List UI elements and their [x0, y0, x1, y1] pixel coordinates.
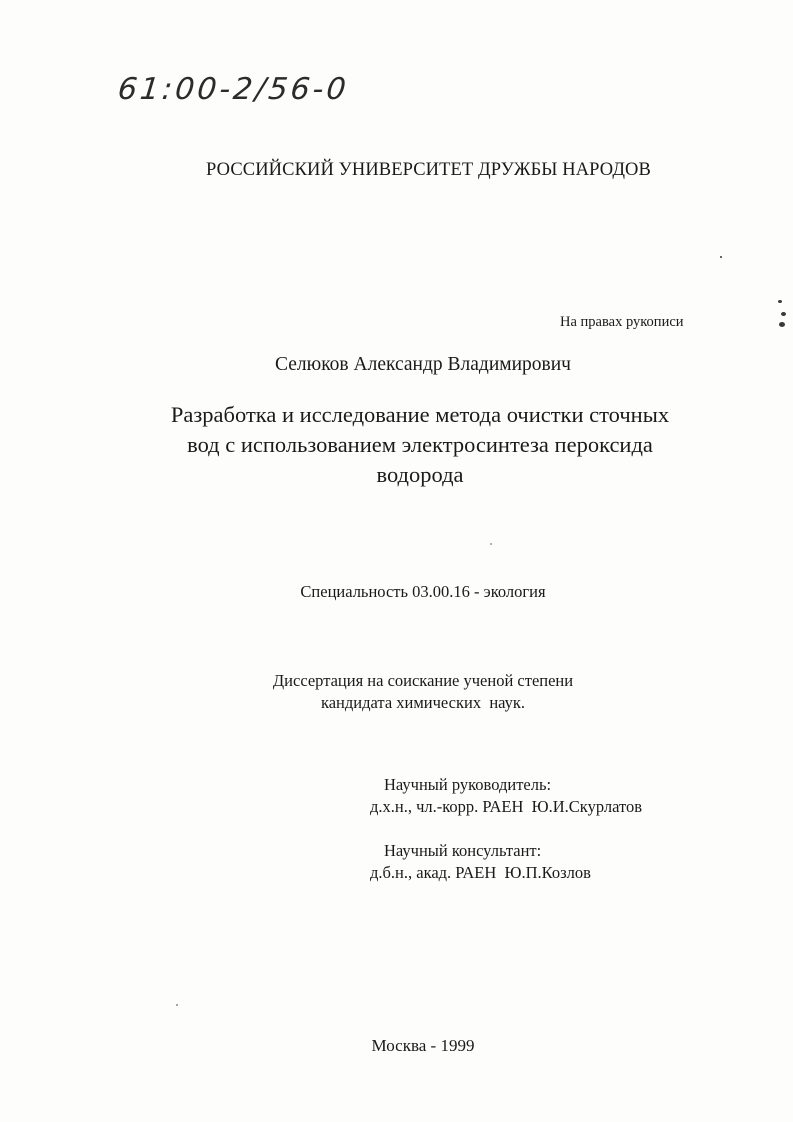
advisor-name: д.х.н., чл.-корр. РАЕН Ю.И.Скурлатов: [370, 797, 643, 816]
scan-speck: [176, 1004, 178, 1006]
handwritten-shelfmark: 61:00-2/56-0: [116, 72, 351, 107]
city-and-year: Москва - 1999: [371, 1036, 475, 1055]
scientific-advisor: [370, 774, 643, 818]
scan-speck: [720, 256, 722, 258]
author-name: Селюков Александр Владимирович: [275, 354, 571, 375]
scan-speck: [490, 543, 492, 545]
title-line-1: Разработка и исследование метода очистки сточных: [170, 402, 670, 427]
scientific-consultant: [370, 840, 591, 884]
consultant-name: д.б.н., акад. РАЕН Ю.П.Козлов: [370, 863, 591, 882]
degree-line-2: кандидата химических наук.: [320, 693, 526, 712]
title-line-3: водорода: [376, 462, 464, 487]
degree-line-1: Диссертация на соискание ученой степени: [272, 671, 574, 690]
scan-speck: [778, 300, 782, 303]
university-name: РОССИЙСКИЙ УНИВЕРСИТЕТ ДРУЖБЫ НАРОДОВ: [206, 160, 651, 180]
scan-speck: [781, 312, 786, 316]
title-line-2: вод с использованием электросинтеза пероксида: [187, 432, 653, 457]
degree-statement: [0, 670, 793, 714]
dissertation-title: [140, 400, 700, 490]
manuscript-rights-note: На правах рукописи: [560, 314, 684, 330]
advisor-label: Научный руководитель:: [384, 775, 552, 794]
scan-speck: [779, 322, 785, 327]
consultant-label: Научный консультант:: [384, 841, 542, 860]
specialty-line: Специальность 03.00.16 - экология: [300, 582, 546, 601]
